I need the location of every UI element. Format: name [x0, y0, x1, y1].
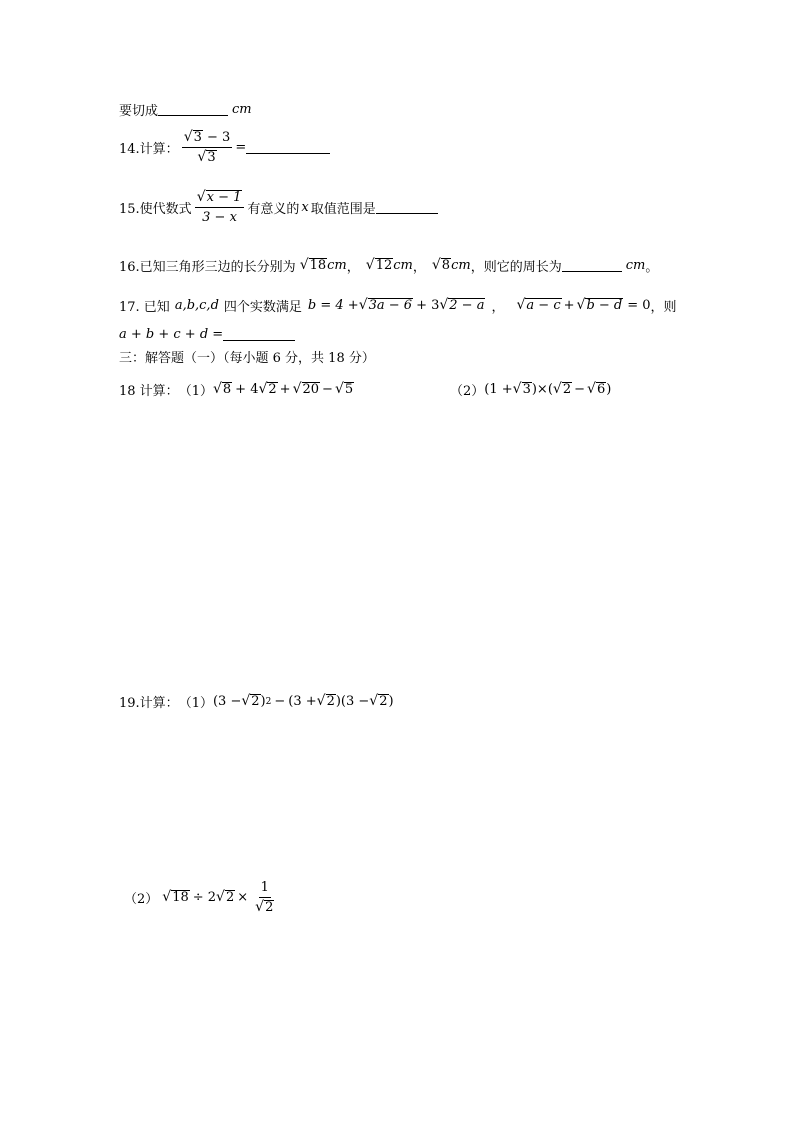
expression: )×( — [531, 382, 553, 397]
expression: (3 − — [212, 694, 242, 709]
expression: (1 + — [484, 382, 513, 397]
unit: cm — [451, 258, 471, 273]
answer-blank[interactable] — [246, 141, 330, 154]
q13-tail — [119, 100, 252, 119]
radicand: 12 — [375, 258, 393, 273]
fraction: √ 3 − 3 √ 3 — [183, 129, 231, 165]
text: ，则它的周长为 — [470, 260, 562, 275]
answer-blank[interactable] — [223, 328, 295, 341]
question-16: 16.已知三角形三边的长分别为 √ 18 cm ， √ 12 cm ， √ 8 cm ，则它的周长为 cm 。 — [119, 257, 659, 275]
radicand: 8 — [441, 258, 451, 273]
radicand: 2 — [265, 900, 274, 915]
equation-part: a + b + c + d = — [119, 327, 224, 342]
question-18: 18 计算： （1） √ 8 + 4 √ 2 + √ 20 − √ 5 — [119, 381, 354, 399]
answer-blank[interactable] — [376, 201, 438, 214]
radicand: x − 1 — [206, 190, 242, 205]
radicand: 2 — [562, 382, 572, 397]
operator: − — [322, 382, 333, 397]
answer-blank[interactable] — [562, 259, 622, 272]
radicand: b − d — [586, 298, 623, 313]
radicand: 2 — [268, 382, 277, 397]
text: 四个实数满足 — [223, 300, 302, 315]
question-label: 19.计算： — [119, 696, 179, 711]
operator: + — [563, 298, 575, 313]
variables: a,b,c,d — [174, 298, 219, 313]
radicand: 3a − 6 — [368, 298, 413, 313]
radicand: 3 — [193, 130, 202, 145]
operator: − — [574, 382, 586, 397]
text: 取值范围是 — [310, 202, 376, 217]
question-19: 19.计算： （1） (3 − √ 2 ) 2 − (3 + √ 2 )(3 − √ 2 ) — [119, 693, 394, 711]
radicand: 6 — [596, 382, 606, 397]
question-14 — [119, 130, 330, 165]
separator: ， — [412, 260, 426, 275]
section-heading: 三：解答题（一）（每小题 6 分，共 18 分） — [119, 351, 375, 366]
exponent: 2 — [265, 696, 272, 707]
part-label: （2） — [124, 892, 159, 907]
text: ，则 — [650, 300, 677, 315]
question-18-part2: （2） (1 + √ 3 )×( √ 2 − √ 6 ) — [450, 381, 612, 399]
radicand: 3 — [522, 382, 531, 397]
operator: − — [274, 694, 286, 709]
radicand: 5 — [344, 382, 354, 397]
separator: ， — [491, 300, 505, 315]
operator: + 4 — [235, 382, 259, 397]
radicand: 8 — [222, 382, 232, 397]
question-label: 16.已知三角形三边的长分别为 — [119, 260, 296, 275]
unit: cm — [393, 258, 413, 273]
fraction: 1 √ 2 — [255, 880, 274, 915]
radicand: 2 — [251, 694, 260, 709]
radicand: 20 — [302, 382, 320, 397]
question-label: 18 计算： — [119, 384, 179, 399]
operator: + — [279, 382, 291, 397]
radicand: 2 — [379, 694, 388, 709]
radicand: 2 — [225, 890, 235, 905]
section-title — [119, 347, 375, 366]
radicand: 18 — [172, 890, 189, 905]
question-17-line2 — [119, 327, 295, 342]
radicand: a − c — [526, 298, 561, 313]
expression: ) — [606, 382, 612, 397]
unit: cm — [327, 258, 347, 273]
question-17: 17. 已知 a,b,c,d 四个实数满足 b = 4 + √ 3a − 6 + 3 √ 2 − a ， √ a − c + √ b − d = 0 ，则 — [119, 297, 677, 315]
question-label: 17. 已知 — [119, 300, 170, 315]
part-label: （1） — [178, 696, 213, 711]
variable: x — [301, 200, 309, 215]
question-19-part2: （2） √ 18 ÷ 2 √ 2 × 1 √ 2 — [124, 880, 279, 915]
question-15 — [119, 190, 438, 225]
text: 。 — [645, 260, 659, 275]
question-label: 15.使代数式 — [119, 202, 192, 217]
unit: cm — [625, 258, 646, 273]
denominator: 3 − x — [202, 210, 237, 225]
fraction: √ x − 1 3 − x — [195, 190, 245, 225]
expression: (3 + — [288, 694, 317, 709]
operator: + 3 — [416, 298, 440, 313]
equation-part: b = 4 + — [307, 298, 359, 313]
question-label: 14.计算： — [119, 142, 179, 157]
separator: ， — [346, 260, 360, 275]
numerator-term: − 3 — [207, 130, 231, 145]
equation-part: = 0 — [627, 298, 651, 313]
part-label: （1） — [178, 384, 213, 399]
expression: )(3 − — [335, 694, 370, 709]
operator: × — [237, 890, 249, 905]
expression: ) — [388, 694, 394, 709]
radicand: 2 — [326, 694, 335, 709]
expression: ) — [260, 694, 266, 709]
radicand: 18 — [309, 258, 327, 273]
text: 有意义的 — [247, 202, 300, 217]
q13-prefix: 要切成 — [119, 104, 159, 119]
radicand: 3 — [207, 150, 216, 165]
radicand: 2 − a — [449, 298, 485, 313]
equals: = — [235, 140, 247, 155]
operator: ÷ 2 — [192, 890, 217, 905]
answer-blank[interactable] — [158, 103, 228, 116]
unit: cm — [232, 102, 252, 117]
part-label: （2） — [450, 384, 485, 399]
numerator: 1 — [259, 880, 271, 898]
